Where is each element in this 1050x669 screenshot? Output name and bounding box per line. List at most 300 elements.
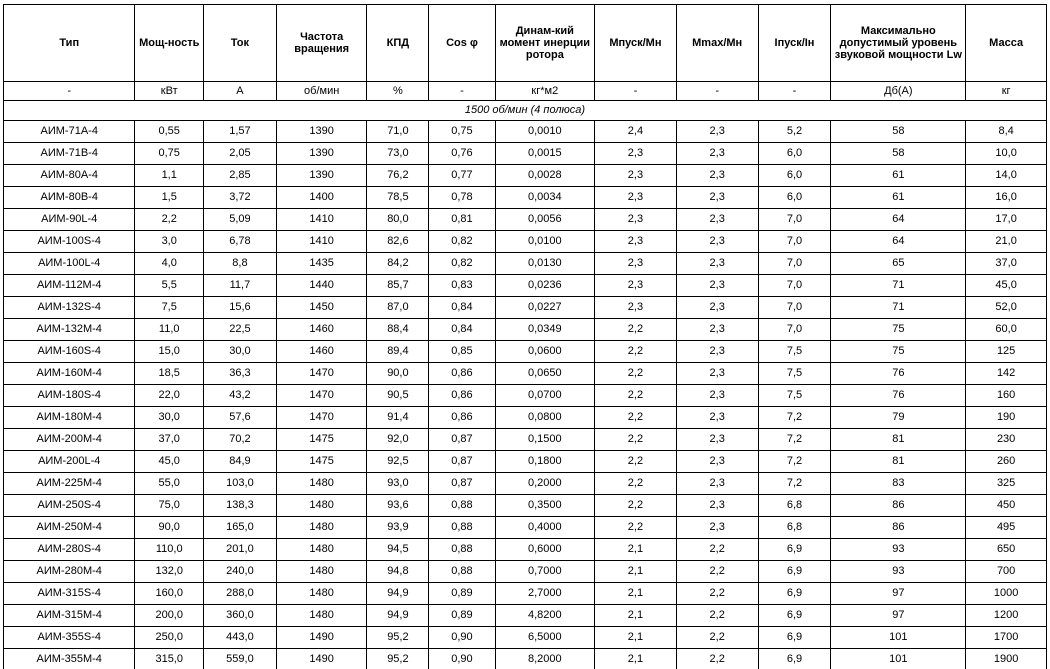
cell-starting-torque-ratio: 2,3	[595, 231, 677, 253]
cell-cos-phi: 0,90	[429, 627, 495, 649]
cell-efficiency: 78,5	[367, 187, 429, 209]
cell-type: АИМ-160S-4	[4, 341, 135, 363]
cell-type: АИМ-315S-4	[4, 583, 135, 605]
cell-power: 15,0	[135, 341, 204, 363]
cell-rotor-inertia: 0,4000	[495, 517, 594, 539]
cell-rotor-inertia: 0,2000	[495, 473, 594, 495]
cell-max-torque-ratio: 2,3	[676, 451, 758, 473]
cell-cos-phi: 0,87	[429, 473, 495, 495]
column-header-power: Мощ-ность	[135, 5, 204, 82]
cell-current: 360,0	[203, 605, 276, 627]
cell-max-torque-ratio: 2,3	[676, 517, 758, 539]
table-row	[4, 209, 1047, 231]
cell-efficiency: 94,9	[367, 583, 429, 605]
unit-rotor-inertia: кг*м2	[495, 82, 594, 101]
cell-starting-current-ratio: 6,0	[758, 187, 831, 209]
cell-starting-torque-ratio: 2,3	[595, 275, 677, 297]
cell-power: 110,0	[135, 539, 204, 561]
cell-starting-current-ratio: 6,8	[758, 517, 831, 539]
cell-power: 132,0	[135, 561, 204, 583]
cell-max-torque-ratio: 2,3	[676, 495, 758, 517]
cell-rotor-inertia: 0,0100	[495, 231, 594, 253]
cell-starting-torque-ratio: 2,3	[595, 165, 677, 187]
cell-current: 2,85	[203, 165, 276, 187]
cell-type: АИМ-280S-4	[4, 539, 135, 561]
cell-current: 43,2	[203, 385, 276, 407]
cell-power: 30,0	[135, 407, 204, 429]
cell-max-torque-ratio: 2,3	[676, 385, 758, 407]
cell-current: 11,7	[203, 275, 276, 297]
cell-current: 70,2	[203, 429, 276, 451]
cell-mass: 16,0	[966, 187, 1047, 209]
cell-max-torque-ratio: 2,2	[676, 539, 758, 561]
table-row	[4, 605, 1047, 627]
cell-starting-current-ratio: 7,2	[758, 429, 831, 451]
cell-max-torque-ratio: 2,3	[676, 297, 758, 319]
cell-rotor-inertia: 2,7000	[495, 583, 594, 605]
cell-rotation-frequency: 1390	[276, 165, 367, 187]
cell-rotation-frequency: 1450	[276, 297, 367, 319]
cell-starting-current-ratio: 7,5	[758, 341, 831, 363]
column-header-cos-phi: Cos φ	[429, 5, 495, 82]
cell-starting-torque-ratio: 2,3	[595, 187, 677, 209]
table-row	[4, 143, 1047, 165]
header-row	[4, 5, 1047, 82]
cell-starting-current-ratio: 7,0	[758, 275, 831, 297]
cell-rotor-inertia: 0,0650	[495, 363, 594, 385]
cell-mass: 325	[966, 473, 1047, 495]
cell-mass: 14,0	[966, 165, 1047, 187]
cell-type: АИМ-132S-4	[4, 297, 135, 319]
cell-power: 250,0	[135, 627, 204, 649]
cell-mass: 37,0	[966, 253, 1047, 275]
cell-mass: 10,0	[966, 143, 1047, 165]
cell-starting-current-ratio: 7,5	[758, 363, 831, 385]
cell-starting-current-ratio: 7,0	[758, 231, 831, 253]
cell-type: АИМ-80B-4	[4, 187, 135, 209]
cell-current: 2,05	[203, 143, 276, 165]
cell-starting-torque-ratio: 2,1	[595, 561, 677, 583]
unit-starting-current-ratio: -	[758, 82, 831, 101]
cell-current: 22,5	[203, 319, 276, 341]
cell-rotation-frequency: 1490	[276, 649, 367, 669]
cell-current: 165,0	[203, 517, 276, 539]
cell-power: 5,5	[135, 275, 204, 297]
cell-sound-power-level: 79	[831, 407, 966, 429]
cell-efficiency: 76,2	[367, 165, 429, 187]
cell-starting-current-ratio: 6,0	[758, 143, 831, 165]
cell-max-torque-ratio: 2,3	[676, 407, 758, 429]
unit-type: -	[4, 82, 135, 101]
cell-efficiency: 80,0	[367, 209, 429, 231]
cell-rotor-inertia: 0,1800	[495, 451, 594, 473]
cell-rotor-inertia: 0,0236	[495, 275, 594, 297]
units-row	[4, 82, 1047, 101]
cell-type: АИМ-280M-4	[4, 561, 135, 583]
cell-starting-current-ratio: 7,2	[758, 473, 831, 495]
cell-type: АИМ-250M-4	[4, 517, 135, 539]
table-row	[4, 297, 1047, 319]
cell-max-torque-ratio: 2,3	[676, 473, 758, 495]
cell-efficiency: 91,4	[367, 407, 429, 429]
cell-cos-phi: 0,90	[429, 649, 495, 669]
cell-starting-torque-ratio: 2,3	[595, 297, 677, 319]
cell-power: 11,0	[135, 319, 204, 341]
table-row	[4, 649, 1047, 669]
cell-efficiency: 90,0	[367, 363, 429, 385]
cell-current: 240,0	[203, 561, 276, 583]
cell-rotor-inertia: 0,0700	[495, 385, 594, 407]
cell-starting-torque-ratio: 2,2	[595, 407, 677, 429]
cell-starting-current-ratio: 6,9	[758, 605, 831, 627]
table-row	[4, 561, 1047, 583]
cell-max-torque-ratio: 2,3	[676, 187, 758, 209]
cell-sound-power-level: 81	[831, 451, 966, 473]
column-header-current: Ток	[203, 5, 276, 82]
cell-starting-torque-ratio: 2,3	[595, 209, 677, 231]
group-label: 1500 об/мин (4 полюса)	[4, 101, 1047, 121]
column-header-efficiency: КПД	[367, 5, 429, 82]
cell-efficiency: 92,0	[367, 429, 429, 451]
cell-type: АИМ-180M-4	[4, 407, 135, 429]
cell-sound-power-level: 93	[831, 561, 966, 583]
cell-cos-phi: 0,83	[429, 275, 495, 297]
cell-type: АИМ-355S-4	[4, 627, 135, 649]
cell-starting-torque-ratio: 2,3	[595, 253, 677, 275]
table-row	[4, 363, 1047, 385]
cell-mass: 21,0	[966, 231, 1047, 253]
cell-rotation-frequency: 1480	[276, 539, 367, 561]
cell-cos-phi: 0,76	[429, 143, 495, 165]
cell-type: АИМ-100S-4	[4, 231, 135, 253]
cell-starting-torque-ratio: 2,2	[595, 517, 677, 539]
cell-starting-torque-ratio: 2,2	[595, 451, 677, 473]
cell-current: 559,0	[203, 649, 276, 669]
cell-starting-current-ratio: 5,2	[758, 121, 831, 143]
cell-current: 201,0	[203, 539, 276, 561]
table-row	[4, 341, 1047, 363]
cell-type: АИМ-200L-4	[4, 451, 135, 473]
cell-rotation-frequency: 1440	[276, 275, 367, 297]
cell-max-torque-ratio: 2,2	[676, 605, 758, 627]
cell-mass: 60,0	[966, 319, 1047, 341]
cell-power: 315,0	[135, 649, 204, 669]
cell-rotation-frequency: 1480	[276, 605, 367, 627]
table-row	[4, 121, 1047, 143]
cell-starting-current-ratio: 6,0	[758, 165, 831, 187]
cell-rotation-frequency: 1475	[276, 451, 367, 473]
cell-sound-power-level: 71	[831, 297, 966, 319]
cell-starting-torque-ratio: 2,2	[595, 319, 677, 341]
cell-sound-power-level: 101	[831, 649, 966, 669]
cell-type: АИМ-112M-4	[4, 275, 135, 297]
cell-max-torque-ratio: 2,2	[676, 649, 758, 669]
unit-power: кВт	[135, 82, 204, 101]
cell-efficiency: 85,7	[367, 275, 429, 297]
cell-current: 36,3	[203, 363, 276, 385]
cell-max-torque-ratio: 2,3	[676, 363, 758, 385]
cell-type: АИМ-100L-4	[4, 253, 135, 275]
cell-starting-current-ratio: 7,0	[758, 209, 831, 231]
cell-rotation-frequency: 1400	[276, 187, 367, 209]
cell-efficiency: 71,0	[367, 121, 429, 143]
cell-mass: 230	[966, 429, 1047, 451]
cell-rotation-frequency: 1435	[276, 253, 367, 275]
cell-starting-current-ratio: 7,0	[758, 253, 831, 275]
cell-sound-power-level: 75	[831, 319, 966, 341]
cell-max-torque-ratio: 2,3	[676, 143, 758, 165]
cell-current: 443,0	[203, 627, 276, 649]
cell-sound-power-level: 75	[831, 341, 966, 363]
cell-starting-torque-ratio: 2,1	[595, 627, 677, 649]
cell-starting-current-ratio: 6,9	[758, 539, 831, 561]
table-row	[4, 451, 1047, 473]
cell-power: 2,2	[135, 209, 204, 231]
cell-mass: 160	[966, 385, 1047, 407]
cell-power: 0,75	[135, 143, 204, 165]
cell-efficiency: 94,5	[367, 539, 429, 561]
unit-starting-torque-ratio: -	[595, 82, 677, 101]
cell-sound-power-level: 101	[831, 627, 966, 649]
cell-max-torque-ratio: 2,2	[676, 627, 758, 649]
cell-type: АИМ-355M-4	[4, 649, 135, 669]
cell-cos-phi: 0,88	[429, 561, 495, 583]
cell-cos-phi: 0,84	[429, 319, 495, 341]
column-header-rotor-inertia: Динам-кий момент инерции ротора	[495, 5, 594, 82]
cell-cos-phi: 0,87	[429, 451, 495, 473]
cell-type: АИМ-71B-4	[4, 143, 135, 165]
cell-power: 200,0	[135, 605, 204, 627]
cell-efficiency: 82,6	[367, 231, 429, 253]
cell-power: 7,5	[135, 297, 204, 319]
table-row	[4, 539, 1047, 561]
cell-power: 4,0	[135, 253, 204, 275]
cell-current: 84,9	[203, 451, 276, 473]
table-row	[4, 231, 1047, 253]
cell-type: АИМ-132M-4	[4, 319, 135, 341]
cell-starting-torque-ratio: 2,1	[595, 539, 677, 561]
cell-max-torque-ratio: 2,3	[676, 341, 758, 363]
cell-efficiency: 95,2	[367, 627, 429, 649]
cell-sound-power-level: 64	[831, 209, 966, 231]
cell-rotor-inertia: 0,0028	[495, 165, 594, 187]
cell-starting-torque-ratio: 2,2	[595, 341, 677, 363]
cell-starting-current-ratio: 6,9	[758, 649, 831, 669]
cell-type: АИМ-250S-4	[4, 495, 135, 517]
cell-power: 90,0	[135, 517, 204, 539]
cell-rotor-inertia: 0,0015	[495, 143, 594, 165]
cell-starting-current-ratio: 7,2	[758, 407, 831, 429]
cell-power: 18,5	[135, 363, 204, 385]
cell-cos-phi: 0,89	[429, 605, 495, 627]
cell-rotor-inertia: 4,8200	[495, 605, 594, 627]
cell-rotor-inertia: 0,0600	[495, 341, 594, 363]
unit-rotation-frequency: об/мин	[276, 82, 367, 101]
table-body	[4, 101, 1047, 669]
cell-efficiency: 92,5	[367, 451, 429, 473]
cell-sound-power-level: 83	[831, 473, 966, 495]
cell-starting-current-ratio: 7,5	[758, 385, 831, 407]
cell-rotor-inertia: 0,0800	[495, 407, 594, 429]
cell-rotation-frequency: 1480	[276, 561, 367, 583]
cell-max-torque-ratio: 2,3	[676, 429, 758, 451]
cell-type: АИМ-90L-4	[4, 209, 135, 231]
cell-rotor-inertia: 6,5000	[495, 627, 594, 649]
table-row	[4, 187, 1047, 209]
cell-sound-power-level: 61	[831, 187, 966, 209]
cell-cos-phi: 0,85	[429, 341, 495, 363]
cell-starting-torque-ratio: 2,2	[595, 473, 677, 495]
cell-starting-torque-ratio: 2,1	[595, 649, 677, 669]
cell-efficiency: 93,6	[367, 495, 429, 517]
cell-starting-current-ratio: 6,9	[758, 583, 831, 605]
cell-starting-torque-ratio: 2,2	[595, 429, 677, 451]
cell-sound-power-level: 97	[831, 605, 966, 627]
cell-rotor-inertia: 0,6000	[495, 539, 594, 561]
column-header-type: Тип	[4, 5, 135, 82]
cell-sound-power-level: 58	[831, 143, 966, 165]
cell-max-torque-ratio: 2,3	[676, 121, 758, 143]
cell-cos-phi: 0,77	[429, 165, 495, 187]
cell-type: АИМ-315M-4	[4, 605, 135, 627]
cell-mass: 8,4	[966, 121, 1047, 143]
cell-cos-phi: 0,82	[429, 253, 495, 275]
cell-sound-power-level: 81	[831, 429, 966, 451]
cell-power: 0,55	[135, 121, 204, 143]
cell-current: 138,3	[203, 495, 276, 517]
cell-mass: 1900	[966, 649, 1047, 669]
column-header-rotation-frequency: Частота вращения	[276, 5, 367, 82]
table-row	[4, 429, 1047, 451]
cell-power: 160,0	[135, 583, 204, 605]
cell-starting-current-ratio: 7,0	[758, 319, 831, 341]
cell-rotation-frequency: 1460	[276, 319, 367, 341]
cell-type: АИМ-71A-4	[4, 121, 135, 143]
cell-rotation-frequency: 1390	[276, 121, 367, 143]
cell-sound-power-level: 76	[831, 385, 966, 407]
table-row	[4, 517, 1047, 539]
cell-efficiency: 88,4	[367, 319, 429, 341]
cell-mass: 17,0	[966, 209, 1047, 231]
cell-cos-phi: 0,86	[429, 407, 495, 429]
cell-mass: 45,0	[966, 275, 1047, 297]
cell-rotation-frequency: 1480	[276, 583, 367, 605]
cell-starting-current-ratio: 7,0	[758, 297, 831, 319]
cell-starting-torque-ratio: 2,2	[595, 363, 677, 385]
cell-power: 1,5	[135, 187, 204, 209]
cell-rotor-inertia: 0,0010	[495, 121, 594, 143]
cell-sound-power-level: 86	[831, 495, 966, 517]
cell-type: АИМ-225M-4	[4, 473, 135, 495]
cell-cos-phi: 0,88	[429, 517, 495, 539]
cell-rotor-inertia: 0,0034	[495, 187, 594, 209]
unit-sound-power-level: Дб(А)	[831, 82, 966, 101]
cell-efficiency: 90,5	[367, 385, 429, 407]
cell-max-torque-ratio: 2,2	[676, 583, 758, 605]
unit-max-torque-ratio: -	[676, 82, 758, 101]
cell-mass: 1200	[966, 605, 1047, 627]
cell-rotation-frequency: 1480	[276, 517, 367, 539]
cell-max-torque-ratio: 2,3	[676, 209, 758, 231]
cell-max-torque-ratio: 2,3	[676, 253, 758, 275]
cell-sound-power-level: 71	[831, 275, 966, 297]
cell-max-torque-ratio: 2,3	[676, 231, 758, 253]
cell-efficiency: 87,0	[367, 297, 429, 319]
table-row	[4, 473, 1047, 495]
cell-current: 5,09	[203, 209, 276, 231]
cell-power: 45,0	[135, 451, 204, 473]
cell-efficiency: 93,9	[367, 517, 429, 539]
cell-efficiency: 93,0	[367, 473, 429, 495]
cell-power: 37,0	[135, 429, 204, 451]
table-header	[4, 5, 1047, 101]
cell-power: 3,0	[135, 231, 204, 253]
cell-max-torque-ratio: 2,3	[676, 319, 758, 341]
cell-rotor-inertia: 0,0130	[495, 253, 594, 275]
cell-rotation-frequency: 1490	[276, 627, 367, 649]
unit-efficiency: %	[367, 82, 429, 101]
cell-rotor-inertia: 0,0227	[495, 297, 594, 319]
cell-efficiency: 89,4	[367, 341, 429, 363]
column-header-sound-power-level: Максимально допустимый уровень звуковой мощности Lw	[831, 5, 966, 82]
cell-rotation-frequency: 1475	[276, 429, 367, 451]
table-row	[4, 165, 1047, 187]
cell-mass: 52,0	[966, 297, 1047, 319]
cell-mass: 1000	[966, 583, 1047, 605]
cell-cos-phi: 0,75	[429, 121, 495, 143]
cell-efficiency: 84,2	[367, 253, 429, 275]
cell-type: АИМ-160M-4	[4, 363, 135, 385]
cell-mass: 495	[966, 517, 1047, 539]
cell-current: 15,6	[203, 297, 276, 319]
cell-rotation-frequency: 1470	[276, 363, 367, 385]
cell-starting-torque-ratio: 2,4	[595, 121, 677, 143]
column-header-starting-current-ratio: Iпуск/Iн	[758, 5, 831, 82]
column-header-starting-torque-ratio: Мпуск/Мн	[595, 5, 677, 82]
cell-starting-torque-ratio: 2,3	[595, 143, 677, 165]
cell-starting-current-ratio: 6,9	[758, 627, 831, 649]
cell-cos-phi: 0,84	[429, 297, 495, 319]
cell-rotor-inertia: 0,0056	[495, 209, 594, 231]
cell-sound-power-level: 76	[831, 363, 966, 385]
cell-mass: 450	[966, 495, 1047, 517]
cell-sound-power-level: 64	[831, 231, 966, 253]
motor-specification-table	[3, 4, 1047, 669]
unit-mass: кг	[966, 82, 1047, 101]
cell-rotor-inertia: 8,2000	[495, 649, 594, 669]
cell-cos-phi: 0,88	[429, 495, 495, 517]
table-row	[4, 407, 1047, 429]
cell-type: АИМ-80A-4	[4, 165, 135, 187]
cell-current: 57,6	[203, 407, 276, 429]
cell-cos-phi: 0,86	[429, 385, 495, 407]
table-row	[4, 319, 1047, 341]
cell-starting-torque-ratio: 2,1	[595, 583, 677, 605]
cell-cos-phi: 0,89	[429, 583, 495, 605]
cell-rotation-frequency: 1470	[276, 385, 367, 407]
cell-current: 6,78	[203, 231, 276, 253]
cell-current: 8,8	[203, 253, 276, 275]
group-header-row	[4, 101, 1047, 121]
cell-efficiency: 94,8	[367, 561, 429, 583]
cell-max-torque-ratio: 2,3	[676, 165, 758, 187]
cell-efficiency: 95,2	[367, 649, 429, 669]
cell-type: АИМ-200M-4	[4, 429, 135, 451]
cell-rotor-inertia: 0,1500	[495, 429, 594, 451]
cell-power: 75,0	[135, 495, 204, 517]
cell-rotation-frequency: 1480	[276, 495, 367, 517]
cell-cos-phi: 0,86	[429, 363, 495, 385]
